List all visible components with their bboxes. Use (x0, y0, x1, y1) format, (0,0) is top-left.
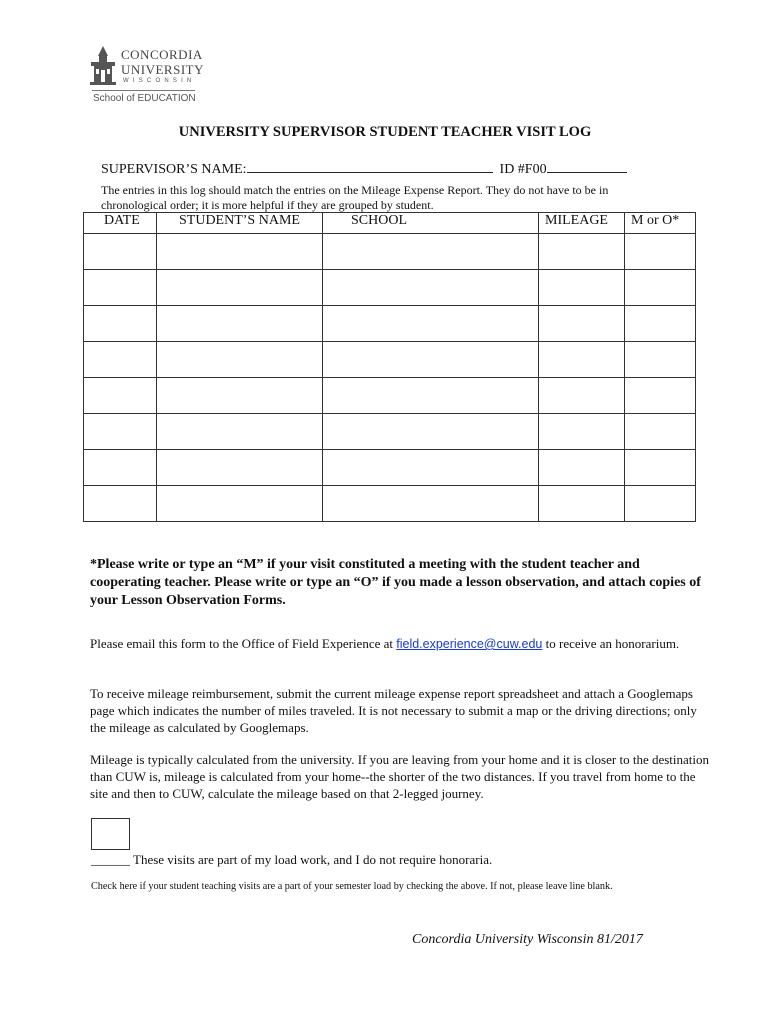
table-cell[interactable] (539, 306, 625, 342)
table-cell[interactable] (625, 486, 696, 522)
email-text-after: to receive an honorarium. (542, 636, 680, 651)
logo-line2: UNIVERSITY (121, 62, 204, 77)
table-cell[interactable] (157, 306, 323, 342)
id-label: ID #F00 (499, 162, 547, 177)
table-cell[interactable] (157, 486, 323, 522)
table-row (84, 342, 696, 378)
table-cell[interactable] (625, 450, 696, 486)
table-cell[interactable] (84, 270, 157, 306)
table-cell[interactable] (323, 342, 539, 378)
logo-subtitle: School of EDUCATION (93, 93, 196, 104)
table-cell[interactable] (84, 450, 157, 486)
tower-icon (88, 44, 118, 88)
table-cell[interactable] (625, 234, 696, 270)
table-cell[interactable] (157, 342, 323, 378)
email-text-before: Please email this form to the Office of Field Experience at (90, 636, 397, 651)
reimbursement-paragraph: To receive mileage reimbursement, submit the current mileage expense report spreadsheet and attach a Googlemaps page which indicates the number of miles traveled. It is not necessary to submit a map or the driving directions; only the mileage as calculated by Googlemaps. (90, 686, 697, 735)
m-or-o-instructions: *Please write or type an “M” if your visit constituted a meeting with the student teacher and cooperating teacher. Please write or type an “O” if you made a lesson observation, and attach copies of your Lesson Observation Forms. (90, 557, 701, 608)
table-cell[interactable] (539, 378, 625, 414)
table-cell[interactable] (84, 414, 157, 450)
table-cell[interactable] (157, 414, 323, 450)
supervisor-name-field[interactable] (247, 160, 493, 173)
load-work-text: These visits are part of my load work, and I do not require honoraria. (130, 852, 493, 867)
table-cell[interactable] (323, 414, 539, 450)
check-note: Check here if your student teaching visits are a part of your semester load by checking the above. If not, please leave line blank. (91, 881, 613, 892)
table-cell[interactable] (323, 270, 539, 306)
header-student-name: STUDENT’S NAME (157, 213, 323, 234)
table-cell[interactable] (625, 414, 696, 450)
table-cell[interactable] (625, 378, 696, 414)
table-cell[interactable] (323, 486, 539, 522)
table-row (84, 486, 696, 522)
table-cell[interactable] (539, 234, 625, 270)
table-cell[interactable] (539, 486, 625, 522)
load-work-line (91, 852, 492, 868)
visit-log-table (83, 212, 696, 522)
table-cell[interactable] (84, 234, 157, 270)
header-m-or-o: M or O* (625, 213, 696, 234)
table-cell[interactable] (625, 306, 696, 342)
table-header-row (84, 213, 696, 234)
table-cell[interactable] (625, 270, 696, 306)
table-cell[interactable] (84, 486, 157, 522)
logo-divider (92, 90, 195, 91)
supervisor-line (101, 160, 627, 178)
table-row (84, 450, 696, 486)
logo-line1: CONCORDIA (121, 47, 203, 62)
load-work-blank[interactable]: ______ (91, 852, 130, 867)
table-cell[interactable] (84, 306, 157, 342)
table-cell[interactable] (323, 450, 539, 486)
instructions-note: The entries in this log should match the entries on the Mileage Expense Report. They do not have to be in chronological order; it is more helpful if they are grouped by student. (101, 183, 609, 212)
table-row (84, 270, 696, 306)
table-cell[interactable] (539, 414, 625, 450)
load-work-checkbox[interactable] (91, 818, 130, 850)
university-logo (88, 44, 218, 110)
table-cell[interactable] (539, 270, 625, 306)
table-row (84, 306, 696, 342)
page-title: UNIVERSITY SUPERVISOR STUDENT TEACHER VISIT LOG (178, 124, 592, 140)
header-date: DATE (84, 213, 157, 234)
table-cell[interactable] (323, 306, 539, 342)
logo-line3: WISCONSIN (123, 78, 196, 84)
id-field[interactable] (547, 160, 627, 173)
header-school: SCHOOL (323, 213, 539, 234)
supervisor-name-label: SUPERVISOR’S NAME: (101, 162, 247, 177)
table-cell[interactable] (157, 234, 323, 270)
table-cell[interactable] (323, 234, 539, 270)
table-row (84, 414, 696, 450)
table-cell[interactable] (539, 450, 625, 486)
header-mileage: MILEAGE (539, 213, 625, 234)
table-cell[interactable] (323, 378, 539, 414)
table-cell[interactable] (84, 342, 157, 378)
table-row (84, 378, 696, 414)
email-paragraph (90, 635, 710, 653)
email-link[interactable]: field.experience@cuw.edu (396, 637, 543, 651)
table-cell[interactable] (84, 378, 157, 414)
table-cell[interactable] (157, 450, 323, 486)
table-cell[interactable] (157, 270, 323, 306)
table-cell[interactable] (539, 342, 625, 378)
table-cell[interactable] (157, 378, 323, 414)
table-cell[interactable] (625, 342, 696, 378)
table-row (84, 234, 696, 270)
footer: Concordia University Wisconsin 81/2017 (412, 932, 643, 947)
mileage-paragraph: Mileage is typically calculated from the university. If you are leaving from your home and it is closer to the destination than CUW is, mileage is calculated from your home--the shorter of the two distances. If you travel from home to the site and then to CUW, calculate the mileage based on that 2-legged journey. (90, 752, 710, 801)
